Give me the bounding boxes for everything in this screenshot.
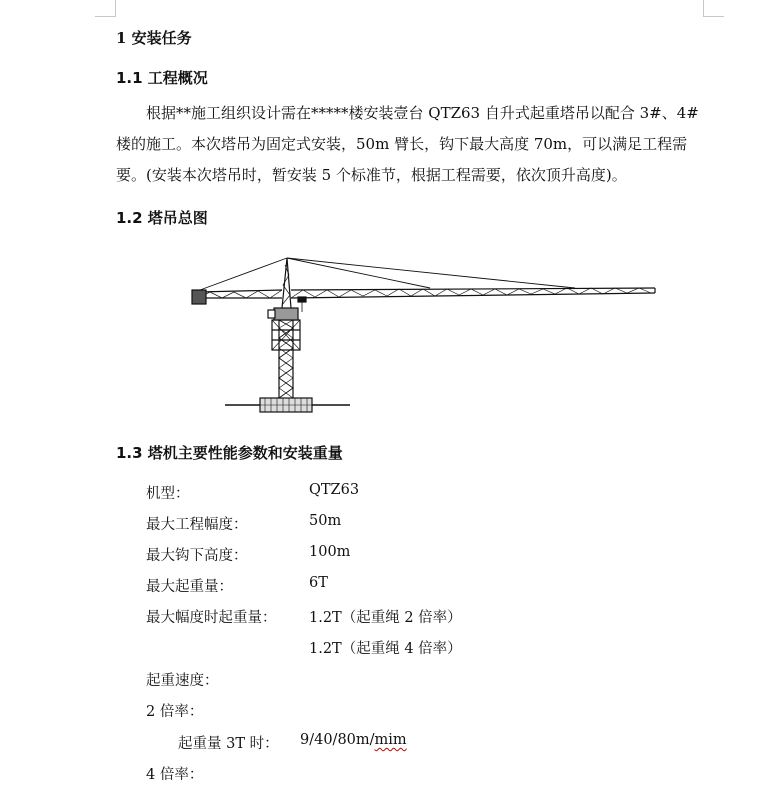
param-label-load-at-max-radius: 最大幅度时起重量： (146, 610, 277, 626)
param-label-max-hook-height: 最大钩下高度： (146, 548, 248, 564)
page-corner-mark-right (703, 0, 724, 17)
lifting-speed-label: 起重速度： (146, 673, 219, 689)
paragraph-line-2: 楼的施工。本次塔吊为固定式安装，50m 臂长，钩下最大高度 70m，可以满足工程需 (116, 135, 688, 153)
ratio-2-speed-number: 9/40/80m/ (300, 732, 375, 748)
tower-crane-drawing (190, 250, 665, 420)
heading-installation-task: 1 安装任务 (116, 29, 192, 47)
param-value-load-at-max-radius-4x: 1.2T（起重绳 4 倍率） (309, 641, 462, 657)
param-label-model: 机型： (146, 486, 190, 502)
ratio-2-speed-unit-spellcheck: mim (374, 732, 407, 748)
project-overview-paragraph (116, 98, 716, 191)
heading-project-overview: 1.1 工程概况 (116, 69, 208, 87)
page-corner-mark-left (95, 0, 116, 17)
ratio-2-label: 2 倍率： (146, 704, 204, 720)
param-value-max-lifting-capacity: 6T (309, 575, 328, 591)
param-value-load-at-max-radius-2x: 1.2T（起重绳 2 倍率） (309, 610, 462, 626)
param-value-max-hook-height: 100m (309, 544, 351, 560)
param-value-max-working-radius: 50m (309, 513, 342, 529)
param-label-max-lifting-capacity: 最大起重量： (146, 579, 233, 595)
ratio-4-label: 4 倍率： (146, 767, 204, 783)
heading-crane-general-drawing: 1.2 塔吊总图 (116, 209, 208, 227)
ratio-2-load-label: 起重量 3T 时： (178, 736, 279, 752)
param-value-model: QTZ63 (309, 482, 360, 498)
ratio-2-speed-value (300, 732, 407, 748)
param-label-max-working-radius: 最大工程幅度： (146, 517, 248, 533)
heading-main-performance-parameters: 1.3 塔机主要性能参数和安装重量 (116, 444, 343, 462)
paragraph-line-1: 根据**施工组织设计需在*****楼安装壹台 QTZ63 自升式起重塔吊以配合 3#、4# (146, 104, 699, 122)
paragraph-line-3: 要。(安装本次塔吊时，暂安装 5 个标准节，根据工程需要，依次顶升高度)。 (116, 166, 627, 184)
